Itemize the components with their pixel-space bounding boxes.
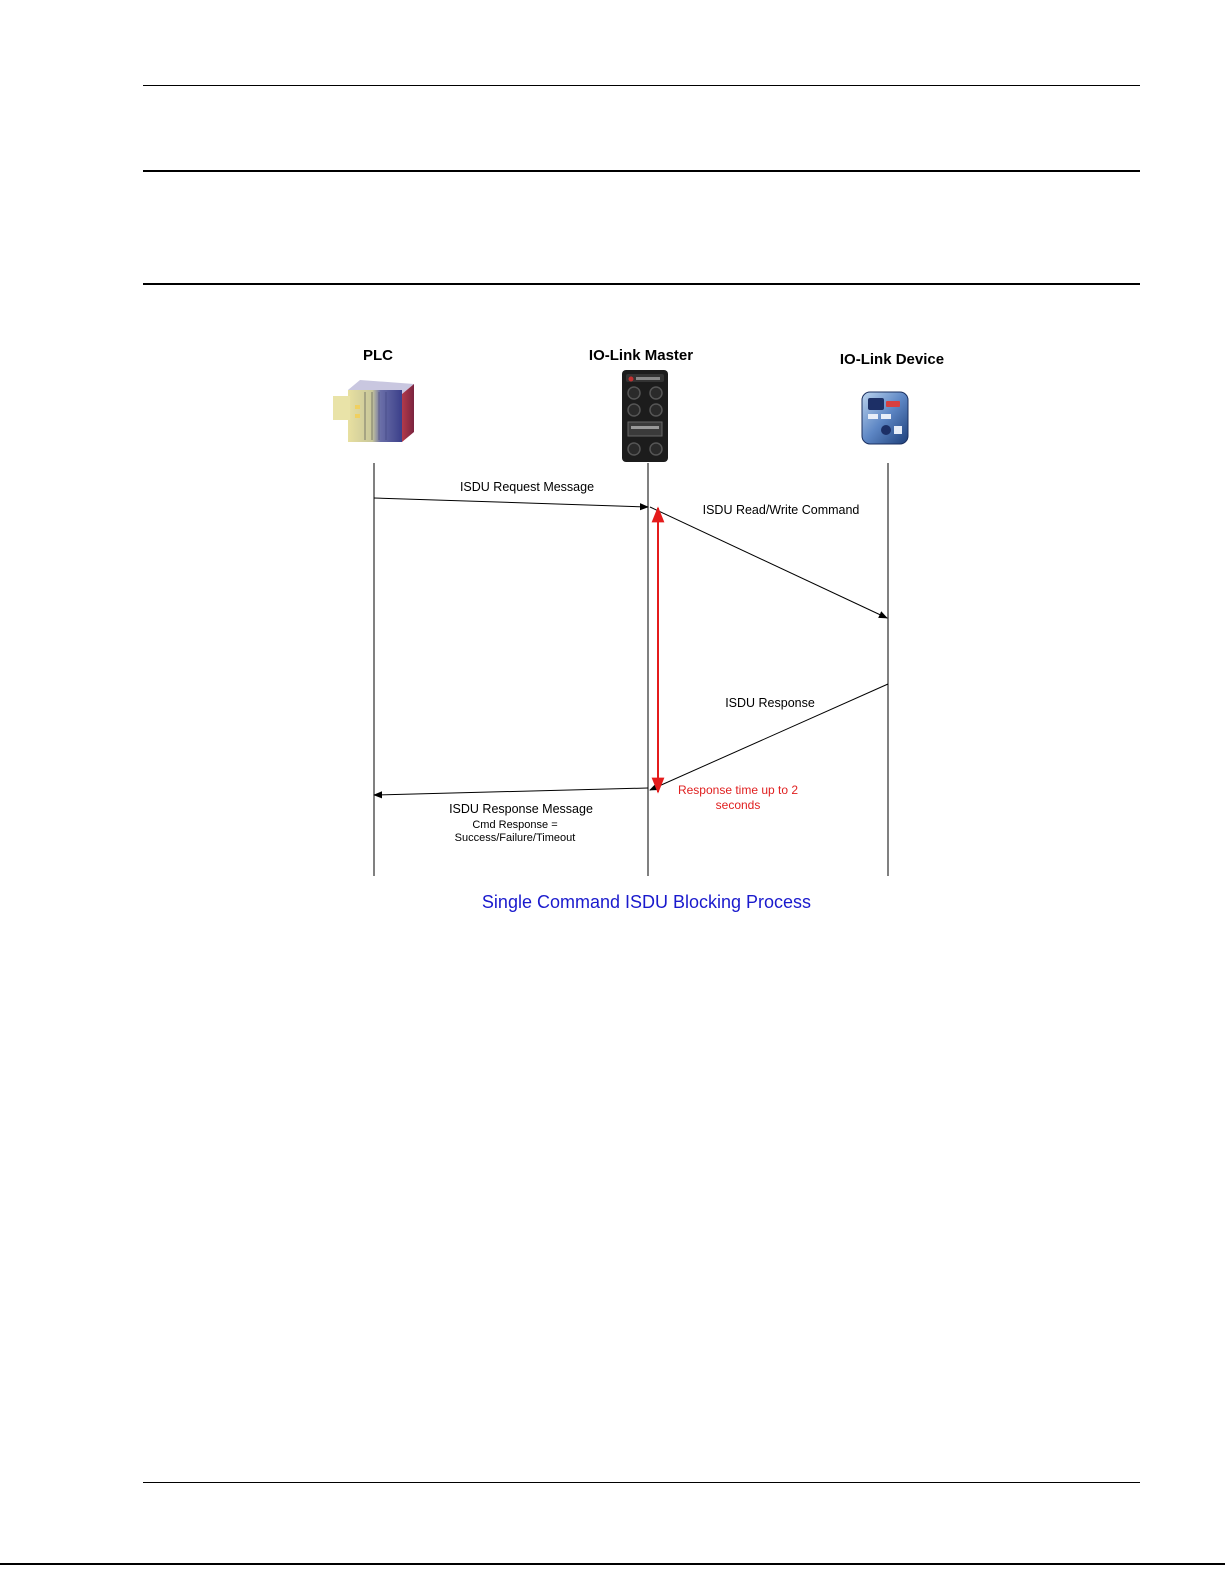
label-request: ISDU Request Message: [459, 480, 595, 494]
actor-label-master: IO-Link Master: [588, 347, 694, 364]
timing-note-line1: Response time up to 2: [677, 783, 799, 797]
label-response-message-line2: Cmd Response =: [472, 819, 558, 831]
io-link-master-module-icon: [622, 370, 668, 462]
label-command: ISDU Read/Write Command: [702, 503, 860, 517]
io-link-device-icon: [862, 392, 908, 444]
plc-rack-icon: [333, 380, 414, 442]
label-response-message-line1: ISDU Response Message: [449, 802, 593, 816]
actor-label-device: IO-Link Device: [839, 351, 945, 368]
label-response-message-line3: Success/Failure/Timeout: [454, 832, 576, 844]
label-response: ISDU Response: [725, 696, 815, 710]
arrow-command: [650, 507, 887, 618]
arrow-request: [374, 498, 648, 507]
actor-label-plc: PLC: [363, 347, 393, 364]
figure-caption: Single Command ISDU Blocking Process: [481, 892, 812, 912]
arrow-response-message: [374, 788, 648, 795]
timing-note-line2: seconds: [715, 798, 761, 812]
